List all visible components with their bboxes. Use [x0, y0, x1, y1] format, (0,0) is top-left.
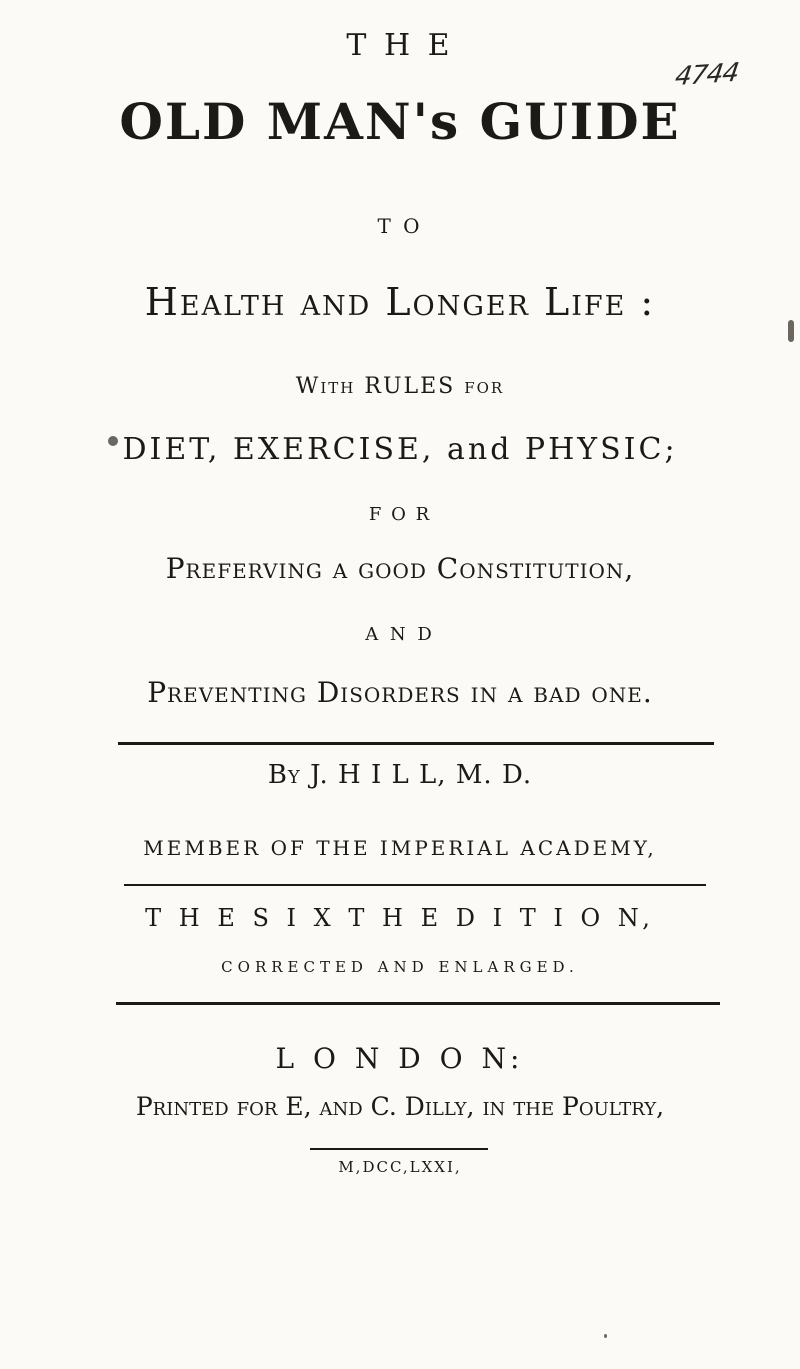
edition-line: T H E S I X T H E D I T I O N, — [145, 904, 655, 932]
to-word: T O — [377, 214, 423, 238]
rule-bottom — [116, 1002, 720, 1005]
edition-note: CORRECTED AND ENLARGED. — [221, 958, 579, 976]
rule-middle — [124, 884, 706, 886]
main-title: OLD MAN's GUIDE — [119, 92, 681, 151]
city-line: L O N D O N: — [275, 1042, 525, 1075]
paper-speck — [788, 320, 794, 342]
and-word: A N D — [365, 624, 435, 645]
printer-line: Printed for E, and C. Dilly, in the Poultry, — [135, 1092, 665, 1121]
with-rules-line: With RULES for — [295, 374, 505, 399]
topics-line: DIET, EXERCISE, and PHYSIC; — [122, 432, 678, 467]
rule-top — [118, 742, 714, 745]
handwritten-shelfmark: 4744 — [673, 57, 741, 93]
paper-speck — [108, 436, 118, 446]
preserving-line: Preferving a good Constitution, — [165, 552, 635, 585]
subtitle: Health and Longer Life : — [144, 280, 656, 324]
year-line: M,DCC,LXXI, — [338, 1158, 462, 1176]
paper-speck — [604, 1334, 607, 1338]
author-line: By J. H I L L, M. D. — [267, 760, 533, 790]
preventing-line: Preventing Disorders in a bad one. — [147, 676, 653, 709]
affiliation-line: MEMBER OF THE IMPERIAL ACADEMY, — [143, 836, 657, 860]
the-word: T H E — [346, 28, 454, 63]
rule-short — [310, 1148, 488, 1150]
for-word: F O R — [368, 504, 432, 525]
